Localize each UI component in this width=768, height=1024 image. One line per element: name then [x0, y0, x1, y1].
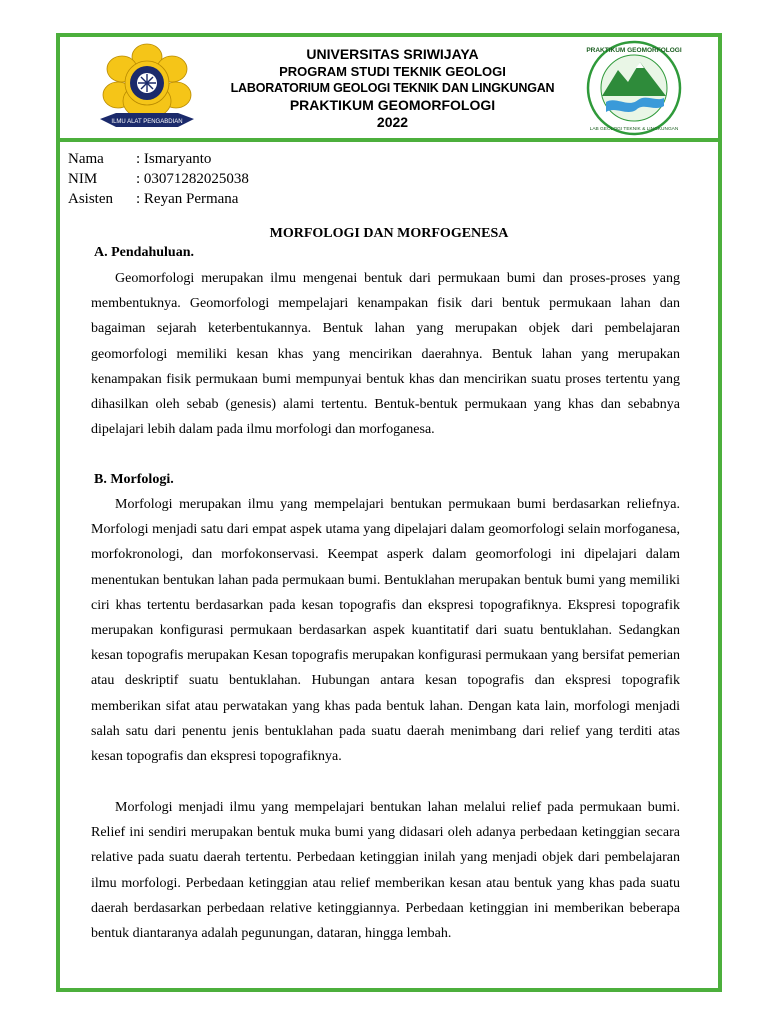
logo-top-text: PRAKTIKUM GEOMORFOLOGI	[586, 47, 682, 54]
info-value: : 03071282025038	[136, 171, 249, 187]
page-frame	[56, 33, 722, 992]
paragraph-morphology-2	[91, 795, 680, 946]
logo-ribbon-text: ILMU ALAT PENGABDIAN	[111, 119, 183, 125]
info-value: : Reyan Permana	[136, 191, 239, 207]
info-value: : Ismaryanto	[136, 151, 212, 167]
practicum-logo	[584, 40, 684, 136]
university-logo	[96, 43, 198, 133]
info-row-nim	[68, 169, 249, 189]
letterhead	[60, 37, 718, 142]
student-info	[68, 149, 249, 209]
paragraph-morphology-1	[91, 492, 680, 769]
university-name: UNIVERSITAS SRIWIJAYA	[306, 46, 479, 62]
logo-bottom-text: LAB GEOLOGI TEKNIK & LINGKUNGAN	[589, 127, 679, 132]
paragraph-text: Morfologi menjadi ilmu yang mempelajari bentukan lahan melalui relief pada permukaan bumi. Relief ini sendiri merupakan bentuk muka bumi yang didasari oleh adanya perbedaan ketinggian secara relative pada suatu daerah tertentu. Perbedaan ketinggian inilah yang menjadi objek dari pembelajaran ilmu morfologi. Perbedaan ketinggian atau relief memberikan kesan atau bentuk yang khas pada suatu daerah berdasarkan perbedaan relative ketinggiannya. Perbedaan ketinggian ini memberikan beberapa bentuk diantaranya adalah pegunungan, dataran, hingga lembah.	[91, 800, 680, 942]
practicum-name: PRAKTIKUM GEOMORFOLOGI	[289, 97, 496, 113]
paragraph-text: Geomorfologi merupakan ilmu mengenai bentuk dari permukaan bumi dan proses-proses yang membentuknya. Geomorfologi mempelajari kenampakan fisik dari bentuk permukaan lahan dan bagaiman sejarah keterbentukannya. Bentuk lahan yang merupakan objek dari pembelajaran geomorfologi memiliki kesan khas yang mencirikan daerahnya. Bentuk lahan yang merupakan kenampakan fisik permukaan bumi mempunyai bentuk khas dan mencirikan suatu proses tertentu yang dihasilkan oleh sebab (genesis) alami tertentu. Bentuk-bentuk permukaan yang khas dan sebabnya dipelajari lebih dalam pada ilmu morfologi dan morfoganesa.	[91, 271, 680, 438]
info-label: Nama	[68, 151, 104, 167]
info-label: Asisten	[68, 191, 113, 207]
year: 2022	[376, 114, 409, 130]
paragraph-introduction	[91, 266, 680, 442]
study-program: PROGRAM STUDI TEKNIK GEOLOGI	[279, 64, 506, 79]
info-row-assistant	[68, 189, 249, 209]
info-row-name	[68, 149, 249, 169]
section-heading-a: A. Pendahuluan.	[94, 245, 194, 260]
letterhead-text	[210, 46, 575, 131]
info-label: NIM	[68, 171, 98, 187]
laboratory-name: LABORATORIUM GEOLOGI TEKNIK DAN LINGKUNGAN	[230, 81, 555, 95]
section-heading-b: B. Morfologi.	[94, 472, 174, 487]
document-title: MORFOLOGI DAN MORFOGENESA	[269, 226, 509, 241]
paragraph-text: Morfologi merupakan ilmu yang mempelajari bentukan permukaan bumi berdasarkan reliefnya. Morfologi menjadi satu dari empat aspek utama yang dipelajari dalam geomorfologi selain morfoganesa, morfokronologi, dan morfokonservasi. Keempat asperk dalam geomorfologi ini dipelajari dalam menentukan bentukan lahan pada permukaan bumi. Bentuklahan merupakan bentuk bumi yang memiliki ciri khas tertentu berdasarkan pada kesan topografis dan ekspresi topografiknya. Ekspresi topografik merupakan konfigurasi permukaan berdasarkan aspek kuantitatif dari suatu bentuklahan. Sedangkan kesan topografis merupakan Kesan topografis merupakan konfigurasi permukaan yang bersifat pemerian atau deskriptif suatu bentuklahan. Hubungan antara kesan topografis dan ekspresi topografik memberikan sifat atau perwatakan yang khas pada bentuk lahan. Dengan kata lain, morfologi menjadi salah satu dari penentu jenis bentuklahan pada suatu daerah menimbang dari relief yang terditi atas kesan topografis dan ekspresi topografiknya.	[91, 497, 680, 765]
